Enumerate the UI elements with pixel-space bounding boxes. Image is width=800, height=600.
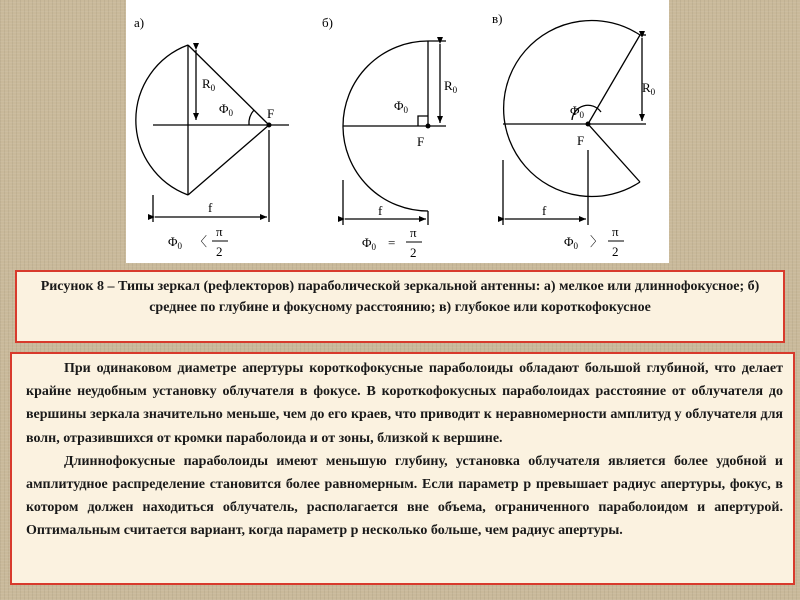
panel-a-angle-arc xyxy=(249,110,254,125)
panel-c-edge-ray-top xyxy=(588,35,640,124)
panel-c-focus-label: F xyxy=(577,133,585,148)
svg-text:〉: 〉 xyxy=(590,234,604,249)
panel-a-f-label: f xyxy=(208,200,213,215)
panel-c-label: в) xyxy=(492,11,503,26)
body-text xyxy=(10,352,795,585)
panel-b xyxy=(322,15,446,225)
svg-text:π: π xyxy=(410,225,417,240)
panel-c-edge-ray-bottom xyxy=(588,124,640,182)
svg-text:=: = xyxy=(388,235,396,250)
paragraph-2: Длиннофокусные параболоиды имеют меньшую глубину, установка облучателя является более удобной и амплитудное распределение становится более равномерным. Если параметр р превышает радиус апертуры, фокус, в котором должен находиться облучатель, располагается вне объема, ограниченного параболоидом и апертурой. Оптимальным считается вариант, когда параметр р несколько больше, чем радиус апертуры. xyxy=(26,453,783,539)
reflector-figure xyxy=(126,0,669,263)
reflector-diagrams xyxy=(126,0,669,263)
svg-text:Φ0: $\Phi_0$ xyxy=(168,234,183,251)
svg-text:2: 2 xyxy=(612,244,619,259)
panel-a xyxy=(134,15,289,222)
panel-c-radius-label: $R_0$ xyxy=(642,80,656,97)
panel-c-focus-point xyxy=(586,122,591,127)
panel-b-focus-point xyxy=(426,124,431,129)
panel-c xyxy=(492,11,646,225)
panel-b-f-label: f xyxy=(378,203,383,218)
panel-a-focus-point xyxy=(267,123,272,128)
svg-text:π: π xyxy=(612,224,619,239)
svg-text:2: 2 xyxy=(410,245,417,260)
panel-a-mirror-arc xyxy=(136,45,188,195)
panel-a-radius-label: $R_0$ xyxy=(202,76,216,93)
panel-a-phi-label: $\Phi_0$ xyxy=(219,101,234,118)
svg-text:Φ0: $\Phi_0$ xyxy=(362,235,377,252)
panel-b-formula xyxy=(362,225,422,260)
panel-b-radius-label: $R_0$ xyxy=(444,78,458,95)
panel-c-f-label: f xyxy=(542,203,547,218)
svg-text:2: 2 xyxy=(216,244,223,259)
panel-a-focus-label: F xyxy=(267,106,275,121)
panel-b-focus-label: F xyxy=(417,134,425,149)
panel-a-formula xyxy=(168,224,228,259)
paragraph-1: При одинаковом диаметре апертуры короткофокусные параболоиды обладают большой глубиной, что делает крайне неудобным установку облучателя в фокусе. В короткофокусных параболоидах расстояние от облучателя до вершины зеркала значительно меньше, чем до его краев, что приводит к неравномерности амплитуд у облучателя для волн, отразившихся от кромки параболоида и от зоны, близкой к вершине. xyxy=(26,361,783,446)
panel-a-edge-ray-bottom xyxy=(188,125,269,195)
figure-caption: Рисунок 8 – Типы зеркал (рефлекторов) параболической зеркальной антенны: а) мелкое или длиннофокусное; б) среднее по глубине и фокусному расстоянию; в) глубокое или короткофокусное xyxy=(15,270,785,343)
panel-b-phi-label: $\Phi_0$ xyxy=(394,98,409,115)
svg-text:π: π xyxy=(216,224,223,239)
panel-c-formula xyxy=(564,224,624,259)
panel-b-label: б) xyxy=(322,15,333,30)
panel-a-label: а) xyxy=(134,15,145,30)
svg-text:Φ0: $\Phi_0$ xyxy=(564,234,579,251)
svg-text:〈: 〈 xyxy=(194,234,208,249)
panel-c-phi-label: $\Phi_0$ xyxy=(570,103,585,120)
